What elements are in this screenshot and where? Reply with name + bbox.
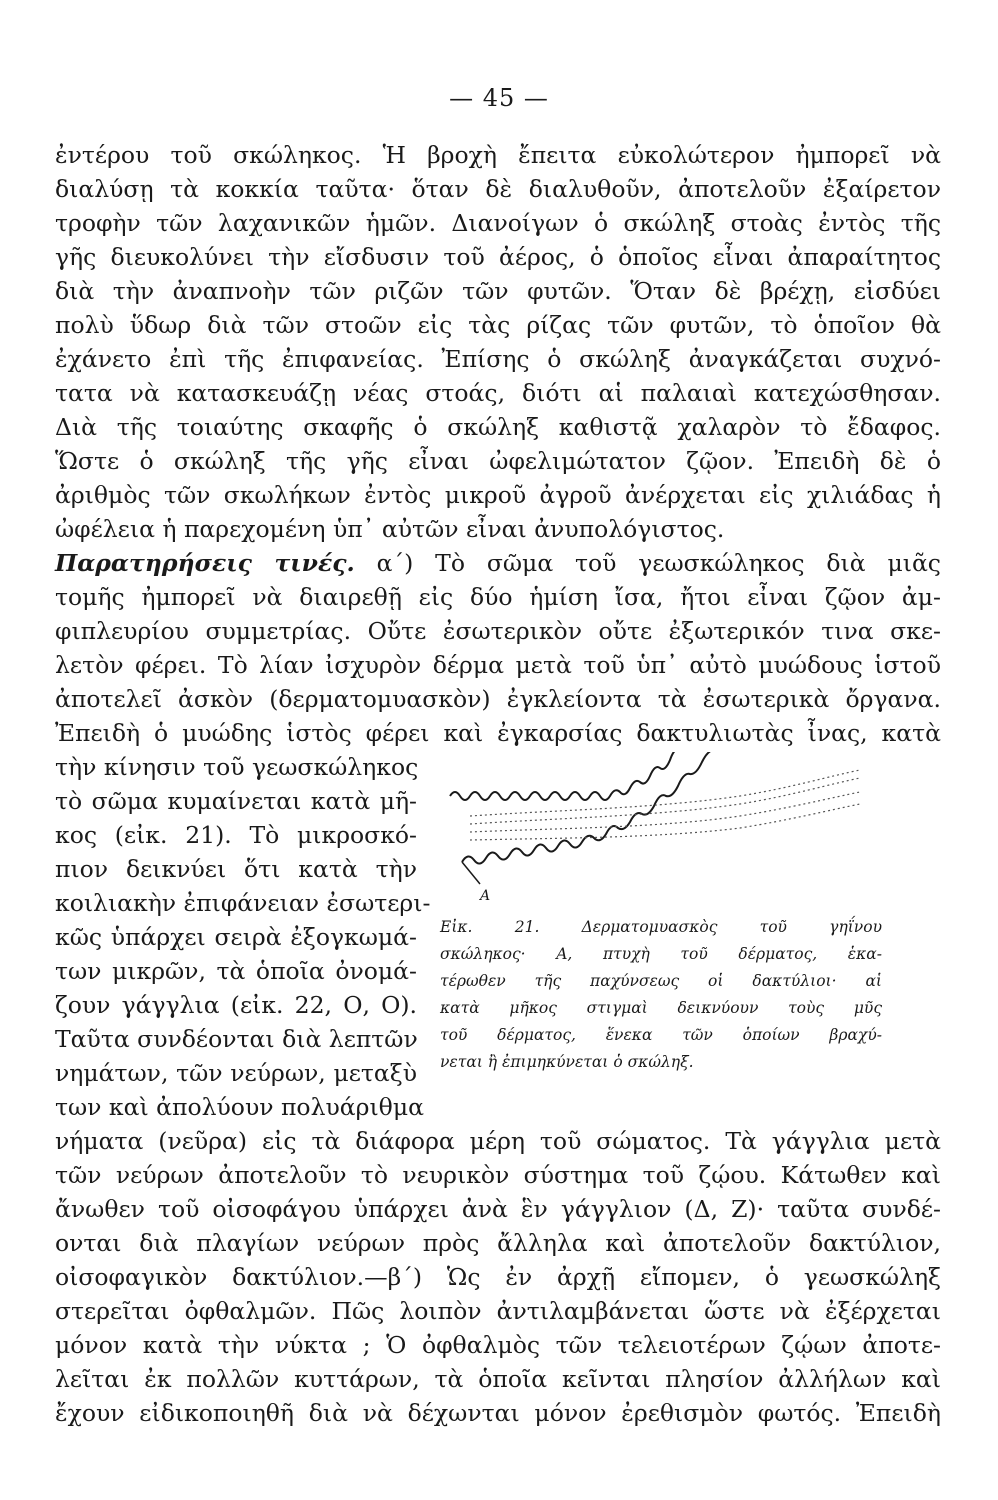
text-line-narrow: των καὶ ἀπολύουν πολυάριθμα — [55, 1093, 424, 1121]
text-line: Διὰ τῆς τοιαύτης σκαφῆς ὁ σκώληξ καθιστᾷ χαλαρὸν τὸ ἔδαφος. — [55, 413, 941, 441]
text-line: ἄνωθεν τοῦ οἰσοφάγου ὑπάρχει ἀνὰ ἓν γάγγλιον (Δ, Ζ)· ταῦτα συνδέ- — [55, 1195, 941, 1223]
text-line: διὰ τὴν ἀναπνοὴν τῶν ριζῶν τῶν φυτῶν. Ὅταν δὲ βρέχῃ, εἰσδύει — [55, 277, 941, 305]
text-line: μόνον κατὰ τὴν νύκτα ; Ὁ ὀφθαλμὸς τῶν τελειοτέρων ζῴων ἀποτε- — [55, 1331, 941, 1359]
text-line: φιπλευρίου συμμετρίας. Οὔτε ἐσωτερικὸν οὔτε ἐξωτερικόν τινα σκε- — [55, 617, 941, 645]
text-line-narrow: τὸ σῶμα κυμαίνεται κατὰ μῆ- — [55, 787, 417, 815]
text-line: γῆς διευκολύνει τὴν εἴσδυσιν τοῦ ἀέρος, ὁ ὁποῖος εἶναι ἀπαραίτητος — [55, 243, 941, 271]
text-line: ἐχάνετο ἐπὶ τῆς ἐπιφανείας. Ἐπίσης ὁ σκώληξ ἀναγκάζεται συχνό- — [55, 345, 941, 373]
text-line-narrow: πιον δεικνύει ὅτι κατὰ τὴν — [55, 855, 417, 883]
wavy-skin-outline-bottom — [462, 752, 714, 864]
text-line-narrow: τὴν κίνησιν τοῦ γεωσκώληκος — [55, 753, 419, 781]
skin-fold-marker-line — [462, 862, 480, 884]
muscle-dots-row-2 — [470, 778, 860, 824]
text-line: στερεῖται ὀφθαλμῶν. Πῶς λοιπὸν ἀντιλαμβάνεται ὥστε νὰ ἐξέρχεται — [55, 1297, 941, 1325]
text-line: Ἐπειδὴ ὁ μυώδης ἱστὸς φέρει καὶ ἐγκαρσίας δακτυλιωτὰς ἶνας, κατὰ — [55, 719, 941, 747]
text-line: Ὥστε ὁ σκώληξ τῆς γῆς εἶναι ὠφελιμώτατον ζῷον. Ἐπειδὴ δὲ ὁ — [55, 447, 941, 475]
section-heading: Παρατηρήσεις τινές. — [55, 549, 355, 577]
text-line: τῶν νεύρων ἀποτελοῦν τὸ νευρικὸν σύστημα τοῦ ζῴου. Κάτωθεν καὶ — [55, 1161, 941, 1189]
wavy-skin-outline-top — [450, 752, 720, 800]
text-line: τροφὴν τῶν λαχανικῶν ἡμῶν. Διανοίγων ὁ σκώληξ στοὰς ἐντὸς τῆς — [55, 209, 941, 237]
text-line: ὠφέλεια ἡ παρεχομένη ὑπ᾽ αὐτῶν εἶναι ἀνυπολόγιστος. — [55, 515, 725, 543]
text-line-narrow: ζουν γάγγλια (εἰκ. 22, Ο, Ο). — [55, 991, 417, 1019]
text-line-narrow: κοιλιακὴν ἐπιφάνειαν ἐσωτερι- — [55, 889, 431, 917]
text-line-narrow: των μικρῶν, τὰ ὁποῖα ὀνομά- — [55, 957, 417, 985]
text-line-narrow: νημάτων, τῶν νεύρων, μεταξὺ — [55, 1059, 417, 1087]
caption-line: νεται ἢ ἐπιμηκύνεται ὁ σκώληξ. — [440, 1053, 694, 1071]
text-line-narrow: κος (εἰκ. 21). Τὸ μικροσκό- — [55, 821, 417, 849]
text-line: τατα νὰ κατασκευάζῃ νέας στοάς, διότι αἱ παλαιαὶ κατεχώσθησαν. — [55, 379, 941, 407]
text-line: λεῖται ἐκ πολλῶν κυττάρων, τὰ ὁποῖα κεῖνται πλησίον ἀλλήλων καὶ — [55, 1365, 941, 1393]
text-line: λετὸν φέρει. Τὸ λίαν ἰσχυρὸν δέρμα μετὰ τοῦ ὑπ᾽ αὐτὸ μυώδους ἱστοῦ — [55, 651, 941, 679]
text-line: πολὺ ὕδωρ διὰ τῶν στοῶν εἰς τὰς ρίζας τῶν φυτῶν, τὸ ὁποῖον θὰ — [55, 311, 941, 339]
muscle-dots-row-1 — [470, 770, 860, 816]
section-first-line — [55, 546, 941, 580]
text-line-narrow: κῶς ὑπάρχει σειρὰ ἐξογκωμά- — [55, 923, 417, 951]
text-line-narrow: Ταῦτα συνδέονται διὰ λεπτῶν — [55, 1025, 418, 1053]
text-line: διαλύσῃ τὰ κοκκία ταῦτα· ὅταν δὲ διαλυθοῦν, ἀποτελοῦν ἐξαίρετον — [55, 175, 941, 203]
text-line: οἰσοφαγικὸν δακτύλιον.—β΄) Ὡς ἐν ἀρχῇ εἴπομεν, ὁ γεωσκώληξ — [55, 1263, 941, 1291]
figure-marker-label: A — [480, 888, 491, 904]
text-line: τομῆς ἠμπορεῖ νὰ διαιρεθῇ εἰς δύο ἡμίση ἴσα, ἤτοι εἶναι ζῷον ἀμ- — [55, 583, 941, 611]
caption-line: Εἰκ. 21. Δερματομυασκὸς τοῦ γηΐνου — [440, 918, 882, 936]
text-line: ἀριθμὸς τῶν σκωλήκων ἐντὸς μικροῦ ἀγροῦ ἀνέρχεται εἰς χιλιάδας ἡ — [55, 481, 941, 509]
caption-line: σκώληκος· Α, πτυχὴ τοῦ δέρματος, ἑκα- — [440, 945, 882, 963]
caption-line: κατὰ μῆκος στιγμαὶ δεικνύουν τοὺς μῦς — [440, 999, 882, 1017]
caption-line: τέρωθεν τῆς παχύνσεως οἱ δακτύλιοι· αἱ — [440, 972, 882, 990]
section-first-line-text: α΄) Τὸ σῶμα τοῦ γεωσκώληκος διὰ μιᾶς — [376, 549, 941, 577]
text-line: ἐντέρου τοῦ σκώληκος. Ἡ βροχὴ ἔπειτα εὐκολώτερον ἠμπορεῖ νὰ — [55, 141, 941, 169]
earthworm-body-wall-illustration — [440, 752, 880, 912]
text-line: ἔχουν εἰδικοποιηθῆ διὰ νὰ δέχωνται μόνον ἐρεθισμὸν φωτός. Ἐπειδὴ — [55, 1399, 941, 1427]
text-line: ἀποτελεῖ ἀσκὸν (δερματομυασκὸν) ἐγκλείοντα τὰ ἐσωτερικὰ ὄργανα. — [55, 685, 941, 713]
text-line: νήματα (νεῦρα) εἰς τὰ διάφορα μέρη τοῦ σώματος. Τὰ γάγγλια μετὰ — [55, 1127, 941, 1155]
page-number: — 45 — — [449, 84, 549, 112]
caption-line: τοῦ δέρματος, ἕνεκα τῶν ὁποίων βραχύ- — [440, 1026, 882, 1044]
muscle-dots-row-4 — [470, 804, 860, 840]
text-line: ονται διὰ πλαγίων νεύρων πρὸς ἄλληλα καὶ ἀποτελοῦν δακτύλιον, — [55, 1229, 941, 1257]
